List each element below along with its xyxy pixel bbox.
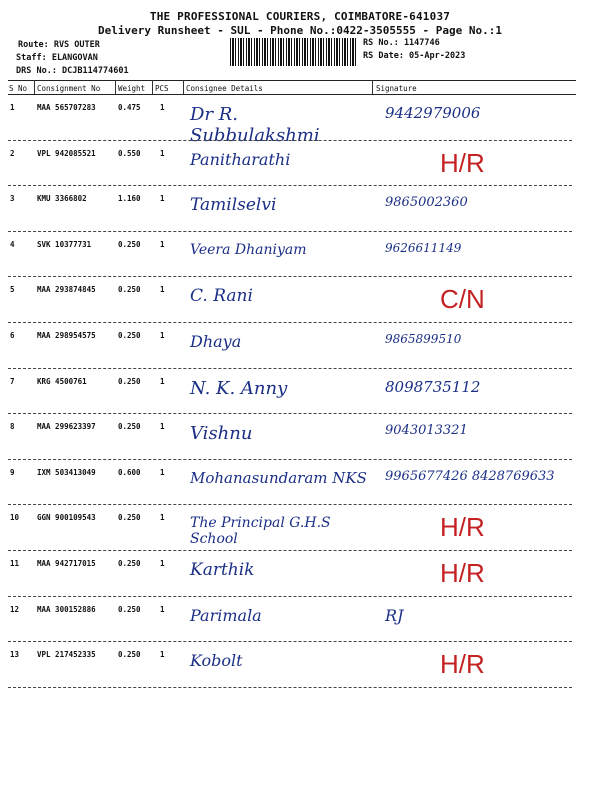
row-consignee-name: Parimala: [190, 605, 262, 625]
page-subtitle: Delivery Runsheet - SUL - Phone No.:0422-3505555 - Page No.:1: [98, 24, 502, 37]
row-consignee-name: Karthik: [190, 560, 255, 580]
row-sno: 5: [10, 285, 15, 295]
row-signature: H/R: [440, 649, 485, 680]
col-header-consignee: Consignee Details: [186, 84, 263, 93]
row-divider: [8, 687, 572, 688]
row-pcs: 1: [160, 148, 165, 158]
col-header-consignment: Consignment No: [37, 84, 101, 93]
row-pcs: 1: [160, 513, 165, 523]
row-weight: 0.250: [118, 650, 141, 660]
table-row: [0, 95, 600, 146]
row-consignee-name: Mohanasundaram NKS: [190, 468, 367, 487]
row-consignee-name: Kobolt: [190, 651, 243, 671]
row-weight: 0.250: [118, 239, 141, 249]
row-signature: C/N: [440, 284, 485, 315]
row-consignment-no: MAA 293874845: [37, 285, 96, 295]
row-signature: 9626611149: [385, 240, 462, 255]
column-divider: [152, 80, 153, 94]
row-signature: RJ: [385, 605, 404, 625]
row-consignment-no: MAA 299623397: [37, 422, 96, 432]
table-row: [0, 642, 600, 688]
row-weight: 0.250: [118, 604, 141, 614]
column-divider: [183, 80, 184, 94]
table-row: [0, 597, 600, 643]
row-weight: 0.250: [118, 422, 141, 432]
barcode: [230, 38, 358, 66]
col-header-sno: S No: [9, 84, 28, 93]
table-row: [0, 277, 600, 323]
table-row: [0, 141, 600, 187]
row-sno: 1: [10, 103, 15, 112]
row-consignee-name: Dr R. Subbulakshmi: [190, 104, 320, 146]
row-consignee-name: N. K. Anny: [190, 377, 288, 399]
row-signature: 9442979006: [385, 104, 481, 122]
page-title: THE PROFESSIONAL COURIERS, COIMBATORE-641037: [149, 10, 451, 23]
row-sno: 4: [10, 239, 15, 249]
row-consignment-no: KMU 3366802: [37, 194, 87, 204]
row-pcs: 1: [160, 650, 165, 660]
row-consignment-no: VPL 217452335: [37, 650, 96, 660]
row-consignment-no: SVK 10377731: [37, 239, 92, 249]
row-consignment-no: MAA 942717015: [37, 559, 96, 568]
row-signature: 9865899510: [385, 332, 462, 346]
table-row: [0, 323, 600, 369]
row-weight: 0.250: [118, 285, 141, 295]
row-sno: 11: [10, 559, 20, 568]
table-row: [0, 460, 600, 506]
row-pcs: 1: [160, 103, 165, 112]
row-pcs: 1: [160, 376, 165, 386]
row-sno: 7: [10, 376, 15, 386]
column-divider: [34, 80, 35, 94]
column-divider: [115, 80, 116, 94]
row-pcs: 1: [160, 285, 165, 295]
row-consignment-no: VPL 942085521: [37, 148, 96, 158]
drs-number: DRS No.: DCJB114774601: [16, 66, 129, 76]
row-consignee-name: The Principal G.H.S School: [190, 515, 331, 548]
row-weight: 0.250: [118, 559, 141, 568]
row-sno: 10: [10, 513, 20, 523]
row-weight: 0.550: [118, 148, 141, 158]
col-header-pcs: PCS: [155, 84, 169, 93]
staff-label: Staff: ELANGOVAN: [16, 53, 98, 63]
row-sno: 3: [10, 194, 15, 204]
row-weight: 0.250: [118, 513, 141, 523]
row-weight: 0.250: [118, 331, 141, 340]
row-pcs: 1: [160, 331, 165, 340]
row-signature: 9043013321: [385, 423, 468, 439]
row-signature: H/R: [440, 147, 485, 178]
row-sno: 6: [10, 331, 15, 340]
row-signature: H/R: [440, 512, 485, 543]
row-pcs: 1: [160, 194, 165, 204]
row-sno: 2: [10, 148, 15, 158]
row-consignee-name: Tamilselvi: [190, 195, 277, 216]
rs-date: RS Date: 05-Apr-2023: [363, 51, 466, 61]
row-sno: 9: [10, 467, 15, 477]
column-divider: [372, 80, 373, 94]
row-sno: 13: [10, 650, 20, 660]
row-weight: 1.160: [118, 194, 141, 204]
row-consignment-no: MAA 565707283: [37, 103, 96, 112]
row-sno: 8: [10, 422, 15, 432]
row-pcs: 1: [160, 559, 165, 568]
row-consignment-no: MAA 298954575: [37, 331, 96, 340]
row-pcs: 1: [160, 422, 165, 432]
table-row: [0, 232, 600, 278]
row-sno: 12: [10, 604, 20, 614]
table-row: [0, 414, 600, 460]
row-signature: 9865002360: [385, 195, 468, 211]
row-pcs: 1: [160, 604, 165, 614]
row-consignee-name: Vishnu: [190, 423, 253, 445]
row-pcs: 1: [160, 239, 165, 249]
row-signature: 9965677426 8428769633: [385, 468, 555, 484]
row-consignment-no: GGN 900109543: [37, 513, 96, 523]
route-label: Route: RVS OUTER: [18, 40, 100, 50]
table-row: [0, 369, 600, 415]
row-consignment-no: IXM 503413049: [37, 467, 96, 477]
row-consignee-name: Panitharathi: [190, 149, 291, 169]
col-header-weight: Weight: [118, 84, 146, 93]
col-header-signature: Signature: [376, 84, 417, 93]
table-row: [0, 186, 600, 232]
row-weight: 0.475: [118, 103, 141, 112]
row-weight: 0.600: [118, 467, 141, 477]
row-weight: 0.250: [118, 376, 141, 386]
row-consignee-name: Veera Dhaniyam: [190, 241, 307, 258]
rs-number: RS No.: 1147746: [363, 38, 440, 48]
row-signature: 8098735112: [385, 377, 481, 396]
row-consignment-no: MAA 300152886: [37, 604, 96, 614]
row-pcs: 1: [160, 467, 165, 477]
table-top-border: [8, 80, 576, 81]
row-consignee-name: Dhaya: [190, 332, 242, 351]
table-row: [0, 551, 600, 597]
table-row: [0, 505, 600, 551]
row-consignment-no: KRG 4500761: [37, 376, 87, 386]
row-signature: H/R: [440, 558, 485, 588]
row-consignee-name: C. Rani: [190, 286, 253, 307]
